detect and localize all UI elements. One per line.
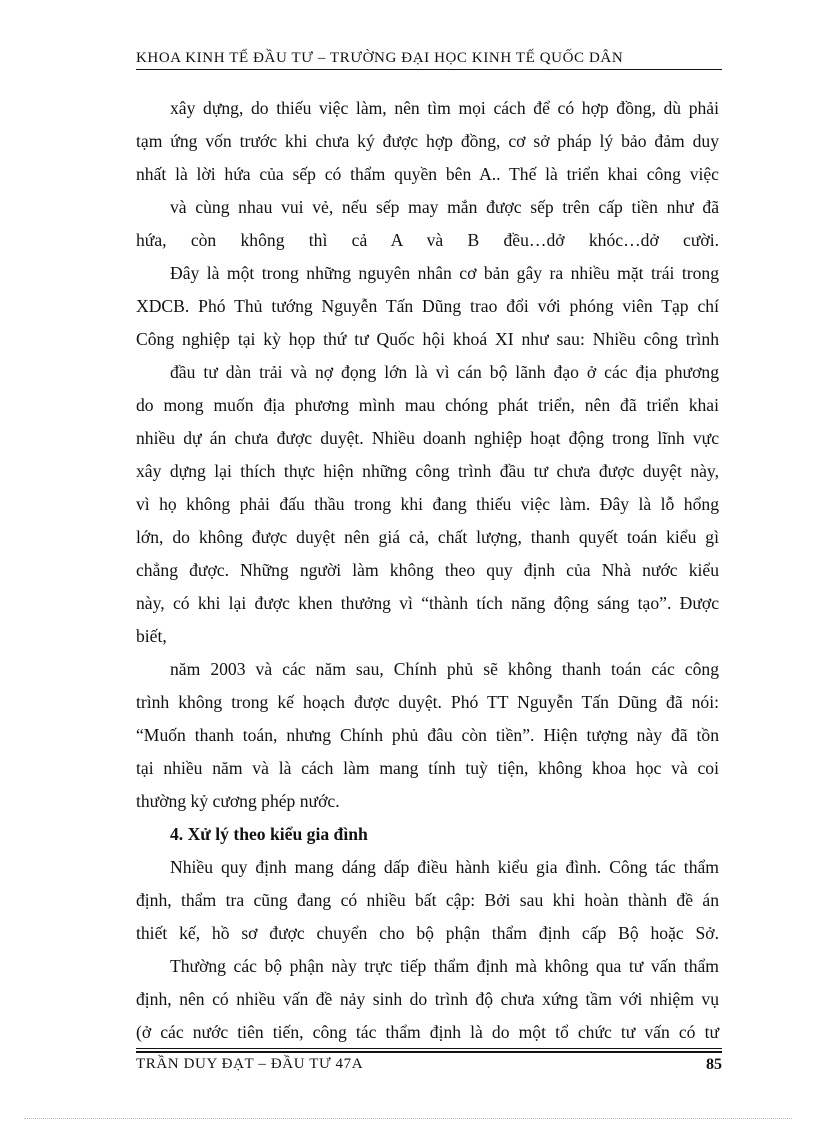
text-line: xây dựng, do thiếu việc làm, nên tìm mọi cách để có hợp đồng, dù phải: [170, 98, 719, 118]
section-heading: 4. Xử lý theo kiểu gia đình: [170, 824, 368, 844]
page-header: [136, 48, 722, 70]
text-line: Thường các bộ phận này trực tiếp thẩm định mà không qua tư vấn thẩm: [170, 956, 719, 976]
page-edge-dotted-line: [24, 1118, 792, 1119]
text-line: và cùng nhau vui vẻ, nếu sếp may mắn được sếp trên cấp tiền như đã: [170, 197, 719, 217]
header-title: KHOA KINH TẾ ĐẦU TƯ – TRƯỜNG ĐẠI HỌC KINH TẾ QUỐC DÂN: [136, 50, 624, 66]
page-body: [136, 92, 719, 1049]
text-line: nhất là lời hứa của sếp có thẩm quyền bên A.. Thế là triển khai công việc: [136, 164, 719, 184]
text-line: vì họ không phải đấu thầu trong khi đang thiếu việc làm. Đây là lỗ hổng: [136, 494, 719, 514]
header-divider: [136, 69, 722, 70]
text-line: này, có khi lại được khen thưởng vì “thành tích năng động sáng tạo”. Được: [136, 593, 719, 613]
text-line: định, thẩm tra cũng đang có nhiều bất cập: Bởi sau khi hoàn thành đề án: [136, 890, 719, 910]
text-line: trình không trong kế hoạch được duyệt. Phó TT Nguyễn Tấn Dũng đã nói:: [136, 692, 719, 712]
text-line: chẳng được. Những người làm không theo quy định của Nhà nước kiểu: [136, 560, 719, 580]
text-line: thiết kế, hồ sơ được chuyển cho bộ phận thẩm định cấp Bộ hoặc Sở.: [136, 923, 719, 943]
footer-author: TRẦN DUY ĐẠT – ĐẦU TƯ 47A: [136, 1056, 364, 1072]
text-line: XDCB. Phó Thủ tướng Nguyễn Tấn Dũng trao đổi với phóng viên Tạp chí: [136, 296, 719, 316]
text-line: thường kỷ cương phép nước.: [136, 791, 340, 811]
footer-divider-thick: [136, 1051, 722, 1053]
text-line: hứa, còn không thì cả A và B đều…dở khóc…dở cười.: [136, 230, 719, 250]
text-line: năm 2003 và các năm sau, Chính phủ sẽ không thanh toán các công: [170, 659, 719, 679]
text-line: tạm ứng vốn trước khi chưa ký được hợp đồng, cơ sở pháp lý bảo đảm duy: [136, 131, 719, 151]
text-line: lớn, do không được duyệt nên giá cả, chất lượng, thanh quyết toán kiểu gì: [136, 527, 719, 547]
text-line: Nhiều quy định mang dáng dấp điều hành kiểu gia đình. Công tác thẩm: [170, 857, 719, 877]
text-line: định, nên có nhiều vấn đề nảy sinh do trình độ chưa xứng tầm với nhiệm vụ: [136, 989, 719, 1009]
footer-divider: [136, 1048, 722, 1049]
text-line: Công nghiệp tại kỳ họp thứ tư Quốc hội khoá XI như sau: Nhiều công trình: [136, 329, 719, 349]
text-line: do mong muốn địa phương mình mau chóng phát triển, nên đã triển khai: [136, 395, 719, 415]
text-line: “Muốn thanh toán, nhưng Chính phủ đâu còn tiền”. Hiện tượng này đã tồn: [136, 725, 719, 745]
page-footer: [136, 1048, 722, 1078]
text-line: Đây là một trong những nguyên nhân cơ bản gây ra nhiều mặt trái trong: [170, 263, 719, 283]
text-line: biết,: [136, 626, 167, 646]
text-line: xây dựng lại thích thực hiện những công trình đầu tư chưa được duyệt này,: [136, 461, 719, 481]
text-line: đầu tư dàn trải và nợ đọng lớn là vì cán bộ lãnh đạo ở các địa phương: [170, 362, 719, 382]
page-number: 85: [706, 1056, 722, 1073]
text-line: (ở các nước tiên tiến, công tác thẩm định là do một tổ chức tư vấn có tư: [136, 1022, 719, 1042]
text-line: tại nhiều năm và là cách làm mang tính tuỳ tiện, không khoa học và coi: [136, 758, 719, 778]
text-line: nhiều dự án chưa được duyệt. Nhiều doanh nghiệp hoạt động trong lĩnh vực: [136, 428, 719, 448]
